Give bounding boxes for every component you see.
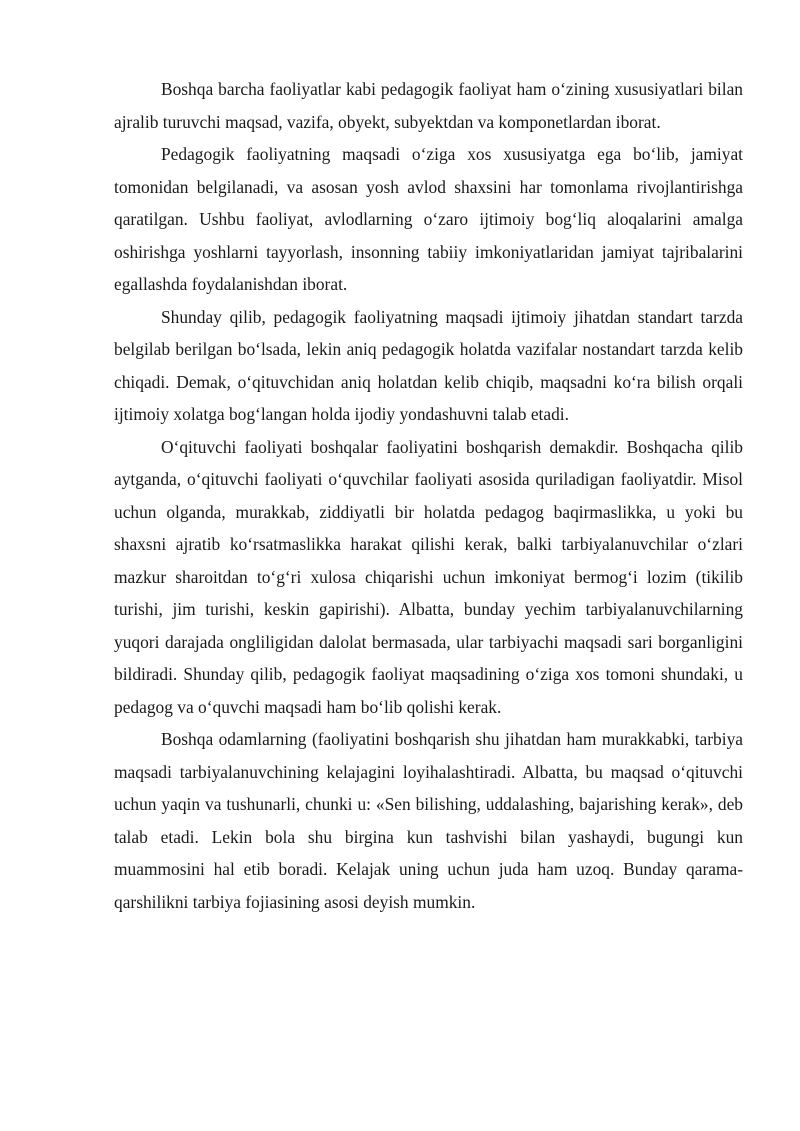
paragraph-3: Shunday qilib, pedagogik faoliyatning maqsadi ijtimoiy jihatdan standart tarzda belgilab berilgan bo‘lsada, lekin aniq pedagogik holatda vazifalar nostandart tarzda kelib chiqadi. Demak, o‘qituvchidan aniq holatdan kelib chiqib, maqsadni ko‘ra bilish orqali ijtimoiy xolatga bog‘langan holda ijodiy yondashuvni talab etadi.	[114, 306, 743, 424]
paragraph-4: O‘qituvchi faoliyati boshqalar faoliyatini boshqarish demakdir. Boshqacha qilib aytganda, o‘qituvchi faoliyati o‘quvchilar faoliyati asosida quriladigan faoliyatdir. Misol uchun olganda, murakkab, ziddiyatli bir holatda pedagog baqirmaslikka, u yoki bu shaxsni ajratib ko‘rsatmaslikka harakat qilishi kerak, balki tarbiyalanuvchilar o‘zlari mazkur sharoitdan to‘g‘ri xulosa chiqarishi uchun imkoniyat bermog‘i lozim (tikilib turishi, jim turishi, keskin gapirishi). Albatta, bunday yechim tarbiyalanuvchilarning yuqori darajada ongliligidan dalolat bermasada, ular tarbiyachi maqsadi sari borganligini bildiradi. Shunday qilib, pedagogik faoliyat maqsadining o‘ziga xos tomoni shundaki, u pedagog va o‘quvchi maqsadi ham bo‘lib qolishi kerak.	[114, 436, 743, 717]
paragraph-1: Boshqa barcha faoliyatlar kabi pedagogik faoliyat ham o‘zining xususiyatlari bilan ajralib turuvchi maqsad, vazifa, obyekt, subyektdan va komponetlardan iborat.	[114, 79, 743, 132]
paragraph-2: Pedagogik faoliyatning maqsadi o‘ziga xos xususiyatga ega bo‘lib, jamiyat tomonidan belgilanadi, va asosan yosh avlod shaxsini har tomonlama rivojlantirishga qaratilgan. Ushbu faoliyat, avlodlarning o‘zaro ijtimoiy bog‘liq aloqalarini amalga oshirishga yoshlarni tayyorlash, insonning tabiiy imkoniyatlaridan jamiyat tajribalarini egallashda foydalanishdan iborat.	[114, 144, 743, 294]
paragraph-5: Boshqa odamlarning (faoliyatini boshqarish shu jihatdan ham murakkabki, tarbiya maqsadi tarbiyalanuvchining kelajagini loyihalashtiradi. Albatta, bu maqsad o‘qituvchi uchun yaqin va tushunarli, chunki u: «Sen bilishing, uddalashing, bajarishing kerak», deb talab etadi. Lekin bola shu birgina kun tashvishi bilan yashaydi, bugungi kun muammosini hal etib boradi. Kelajak uning uchun juda ham uzoq. Bunday qarama-qarshilikni tarbiya fojiasining asosi deyish mumkin.	[114, 729, 743, 912]
